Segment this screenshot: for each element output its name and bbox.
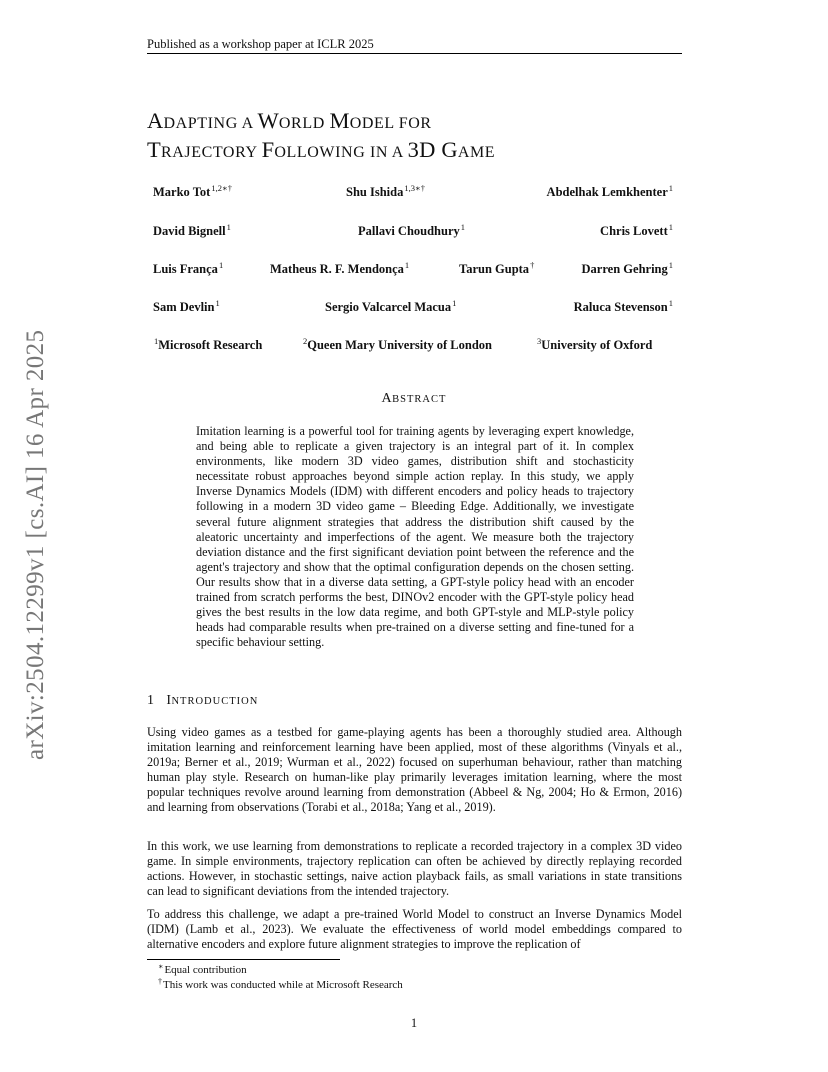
intro-paragraph-2: In this work, we use learning from demonstrations to replicate a recorded trajectory in a complex 3D video game. In simple environments, trajectory replication can often be achieved by directly replaying recorded actions. However, in stochastic settings, naive action playback fails, as small variations in state transitions can lead to significant deviations from the intended trajectory. [147, 839, 682, 899]
abstract-heading: ABSTRACT [381, 391, 447, 406]
section-heading-introduction: 1 INTRODUCTION [147, 693, 259, 708]
author-marko-tot: Marko Tot$^{1,2∗\dagger}$ [153, 183, 232, 199]
author-shu-ishida: Shu Ishida$^{1,3∗\dagger}$ [346, 183, 425, 199]
author-pallavi-choudhury: Pallavi Choudhury$^1$ [358, 222, 466, 238]
header-rule [147, 53, 682, 54]
author-abdelhak-lemkhenter: Abdelhak Lemkhenter$^1$ [546, 183, 673, 199]
arxiv-stamp: arXiv:2504.12299v1 [cs.AI] 16 Apr 2025 [22, 329, 49, 760]
page-number: 1 [410, 1016, 418, 1030]
affiliation-oxford: $^3$University of Oxford [537, 336, 653, 352]
author-darren-gehring: Darren Gehring$^1$ [581, 260, 673, 276]
title-line-1: ADAPTING A WORLD MODEL FOR [147, 108, 432, 133]
author-david-bignell: David Bignell$^1$ [153, 222, 231, 238]
author-raluca-stevenson: Raluca Stevenson$^1$ [573, 298, 673, 314]
author-tarun-gupta: Tarun Gupta† [459, 260, 535, 276]
author-sergio-valcarcel-macua: Sergio Valcarcel Macua$^1$ [325, 298, 457, 314]
footnote-rule [147, 959, 340, 960]
author-sam-devlin: Sam Devlin$^1$ [153, 298, 220, 314]
author-matheus-mendonca: Matheus R. F. Mendonça$^1$ [270, 260, 410, 276]
abstract-text: Imitation learning is a powerful tool for training agents by leveraging expert knowledge, and being able to replicate a given trajectory is an integral part of it. In complex environments, like modern 3D video games, distribution shift and stochasticity necessitate robust approaches beyond simple action replay. In this study, we apply Inverse Dynamics Models (IDM) with different encoders and policy heads to trajectory following in a modern 3D video game – Bleeding Edge. Additionally, we investigate several future alignment strategies that address the distribution shift caused by the aleatoric uncertainty and imperfections of the agent. We measure both the trajectory deviation distance and the first significant deviation point between the reference and the agent's trajectory and show that the optimal configuration depends on the chosen setting. Our results show that in a diverse data setting, a GPT-style policy head with an encoder trained from scratch performs the best, DINOv2 encoder with the GPT-style policy head gives the best results in the low data regime, and both GPT-style and MLP-style policy heads had comparable results when pre-trained on a diverse setting and fine-tuned for a specific behaviour setting. [196, 424, 634, 650]
affiliation-queen-mary: $^2$Queen Mary University of London [303, 336, 492, 352]
affiliation-microsoft-research: $^1$Microsoft Research [154, 336, 263, 352]
paper-title [147, 108, 495, 166]
intro-paragraph-3: To address this challenge, we adapt a pre-trained World Model to construct an Inverse Dynamics Model (IDM) (Lamb et al., 2023). We evaluate the effectiveness of world model embeddings compared to alternative encoders and explore future alignment strategies to improve the replication of [147, 907, 682, 952]
intro-paragraph-1: Using video games as a testbed for game-playing agents has been a thoroughly studied area. Although imitation learning and reinforcement learning have been applied, most of these algorithms (Vinyals et al., 2019a; Berner et al., 2019; Wurman et al., 2022) focused on superhuman behaviour, rather than matching human play style. Research on human-like play primarily leverages imitation learning, where the most popular techniques revolve around learning from demonstration (Abbeel & Ng, 2004; Ho & Ermon, 2016) and learning from observations (Torabi et al., 2018a; Yang et al., 2019). [147, 725, 682, 815]
running-header: Published as a workshop paper at ICLR 2025 [147, 37, 374, 51]
title-line-2: TRAJECTORY FOLLOWING IN A 3D GAME [147, 137, 496, 162]
footnote-microsoft-research: †This work was conducted while at Microsoft Research [158, 977, 403, 991]
author-luis-franca: Luis França$^1$ [153, 260, 224, 276]
footnote-equal-contribution: ∗Equal contribution [158, 962, 247, 976]
author-chris-lovett: Chris Lovett$^1$ [600, 222, 673, 238]
